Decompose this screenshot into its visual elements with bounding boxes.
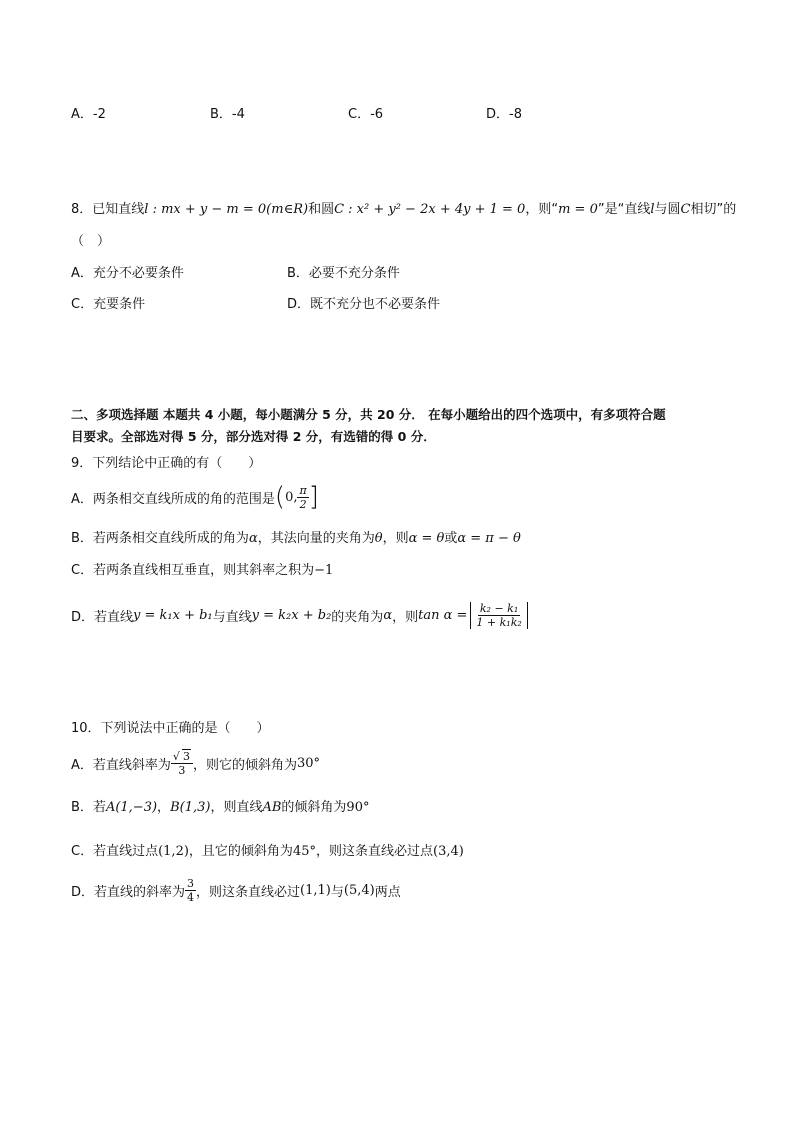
fraction-numerator: 3 <box>187 876 195 890</box>
equation: y = k₁x + b₁ <box>133 607 213 623</box>
option-text: 两条相交直线所成的角的范围是 <box>92 491 275 507</box>
option-text: 的倾斜角为 <box>281 800 347 815</box>
condition: (m∈R) <box>266 202 309 217</box>
equation: α = π − θ <box>457 531 521 546</box>
right-bracket-icon: ] <box>308 482 319 512</box>
circle-symbol: C <box>680 202 691 217</box>
option-text: 若直线过点 <box>93 844 159 859</box>
left-paren-icon: ( <box>274 482 286 512</box>
option-text: -6 <box>370 107 384 122</box>
option-letter: D． <box>71 609 95 625</box>
q7-option-c[interactable] <box>348 103 383 122</box>
q9-option-d[interactable] <box>71 596 528 634</box>
option-text: 若 <box>92 800 106 815</box>
point-b: B(1,3) <box>170 800 211 815</box>
interval-start: 0, <box>285 489 298 505</box>
option-text: 若直线的斜率为 <box>94 884 186 900</box>
q8-stem <box>71 198 736 217</box>
q8-option-a[interactable] <box>71 262 184 281</box>
q8-option-d[interactable] <box>287 293 440 312</box>
alpha-symbol: α <box>248 531 258 546</box>
q8-answer-paren: （ ） <box>71 234 111 249</box>
q7-option-b[interactable] <box>210 103 245 122</box>
option-text: ， <box>157 800 171 815</box>
option-text: 若直线 <box>94 609 134 625</box>
circle-equation: C : x² + y² − 2x + 4y + 1 = 0 <box>334 202 526 217</box>
option-text: ，则直线 <box>210 800 263 815</box>
stem-text: ”是“直线 <box>597 202 651 217</box>
stem-text: 已知直线 <box>92 202 145 217</box>
fraction-numerator: √ 3 <box>171 749 193 764</box>
option-text: 既不充分也不必要条件 <box>310 297 441 312</box>
q8-option-c[interactable] <box>71 293 145 312</box>
section-header-line2: 目要求。全部选对得 5 分，部分选对得 2 分，有选错的得 0 分． <box>71 429 436 444</box>
option-letter: C． <box>71 563 94 578</box>
point-a: A(1,−3) <box>105 800 158 815</box>
stem-text: 和圆 <box>308 202 335 217</box>
fraction-numerator: π <box>299 483 307 497</box>
fraction-denominator: 4 <box>187 890 195 904</box>
q7-option-a[interactable] <box>71 103 106 122</box>
m-equation: m = 0 <box>558 202 598 217</box>
q10-option-b[interactable] <box>71 796 369 815</box>
equation: α = θ <box>408 531 445 546</box>
line-equation: l : mx + y − m = 0 <box>144 202 267 217</box>
alpha-symbol: α <box>383 607 393 623</box>
section-header-line1: 二、多项选择题 本题共 4 小题，每小题满分 5 分，共 20 分． 在每小题给出的四个选项中，有多项符合题 <box>71 407 666 422</box>
option-text: ，则它的倾斜角为 <box>192 757 297 773</box>
option-text: -8 <box>509 107 522 122</box>
fraction <box>185 877 196 904</box>
fraction-denominator: 1 + k₁k₂ <box>476 615 522 629</box>
option-text: ，则这条直线必过 <box>196 884 301 900</box>
option-text: 若两条直线相互垂直，则其斜率之积为 <box>93 563 315 578</box>
option-text: ，则 <box>382 531 409 546</box>
option-letter: A． <box>71 491 93 507</box>
fraction-denominator: 2 <box>299 497 307 511</box>
absolute-value <box>470 602 527 629</box>
option-letter: B． <box>71 531 93 546</box>
q8-option-b[interactable] <box>287 262 400 281</box>
option-text: 或 <box>444 531 458 546</box>
theta-symbol: θ <box>374 531 383 546</box>
option-letter: C． <box>348 107 371 122</box>
angle: 45° <box>292 844 316 859</box>
option-letter: B． <box>71 800 93 815</box>
option-letter: C． <box>71 844 94 859</box>
q9-option-b[interactable] <box>71 527 521 546</box>
option-text: 与直线 <box>212 609 252 625</box>
q9-option-a[interactable] <box>71 480 319 514</box>
option-text: 与 <box>330 884 344 900</box>
q10-stem: 10．下列说法中正确的是（ ） <box>71 721 270 736</box>
q10-option-a[interactable] <box>71 745 320 781</box>
fraction-numerator: k₂ − k₁ <box>479 601 519 615</box>
fraction-denominator: 3 <box>178 764 186 777</box>
point: (3,4) <box>433 844 464 859</box>
stem-text: 与圆 <box>654 202 681 217</box>
option-letter: D． <box>287 297 311 312</box>
option-letter: D． <box>71 884 95 900</box>
line-ab: AB <box>262 800 282 815</box>
option-text: 充要条件 <box>93 297 146 312</box>
sqrt-radicand: 3 <box>182 750 190 763</box>
q7-option-d[interactable] <box>486 103 522 122</box>
tan-expression: tan α = <box>418 607 468 623</box>
option-text: 若直线斜率为 <box>92 757 171 773</box>
option-letter: A． <box>71 266 93 281</box>
q10-option-c[interactable] <box>71 840 464 859</box>
option-letter: A． <box>71 757 93 773</box>
value: 30° <box>296 755 320 771</box>
option-text: 必要不充分条件 <box>308 266 400 281</box>
option-text: 两点 <box>374 884 401 900</box>
point: (1,2) <box>158 844 189 859</box>
option-text: -4 <box>231 107 245 122</box>
fraction <box>474 602 523 629</box>
option-text: 若两条相交直线所成的角为 <box>92 531 249 546</box>
stem-text: ，则“ <box>525 202 559 217</box>
option-letter: A． <box>71 107 93 122</box>
option-text: 的夹角为 <box>331 609 384 625</box>
option-text: ，且它的倾斜角为 <box>188 844 293 859</box>
option-text: ，则这条直线必过点 <box>315 844 433 859</box>
option-text: ，其法向量的夹角为 <box>257 531 375 546</box>
fraction <box>171 749 193 777</box>
point: (1,1) <box>300 882 331 898</box>
value: 90° <box>346 800 370 815</box>
option-text: -2 <box>92 107 106 122</box>
option-letter: B． <box>210 107 232 122</box>
question-number: 8． <box>71 202 93 217</box>
option-letter: C． <box>71 297 94 312</box>
point: (5,4) <box>343 882 375 898</box>
q9-option-c[interactable] <box>71 559 333 578</box>
line-symbol: l <box>650 202 655 217</box>
option-letter: B． <box>287 266 309 281</box>
value: −1 <box>314 563 334 578</box>
stem-text: 相切”的 <box>690 202 737 217</box>
q9-stem: 9．下列结论中正确的有（ ） <box>71 456 262 471</box>
fraction <box>297 484 308 511</box>
q10-option-d[interactable] <box>71 872 401 908</box>
option-text: 充分不必要条件 <box>92 266 184 281</box>
option-text: ，则 <box>392 609 419 625</box>
option-letter: D． <box>486 107 510 122</box>
equation: y = k₂x + b₂ <box>251 607 332 623</box>
